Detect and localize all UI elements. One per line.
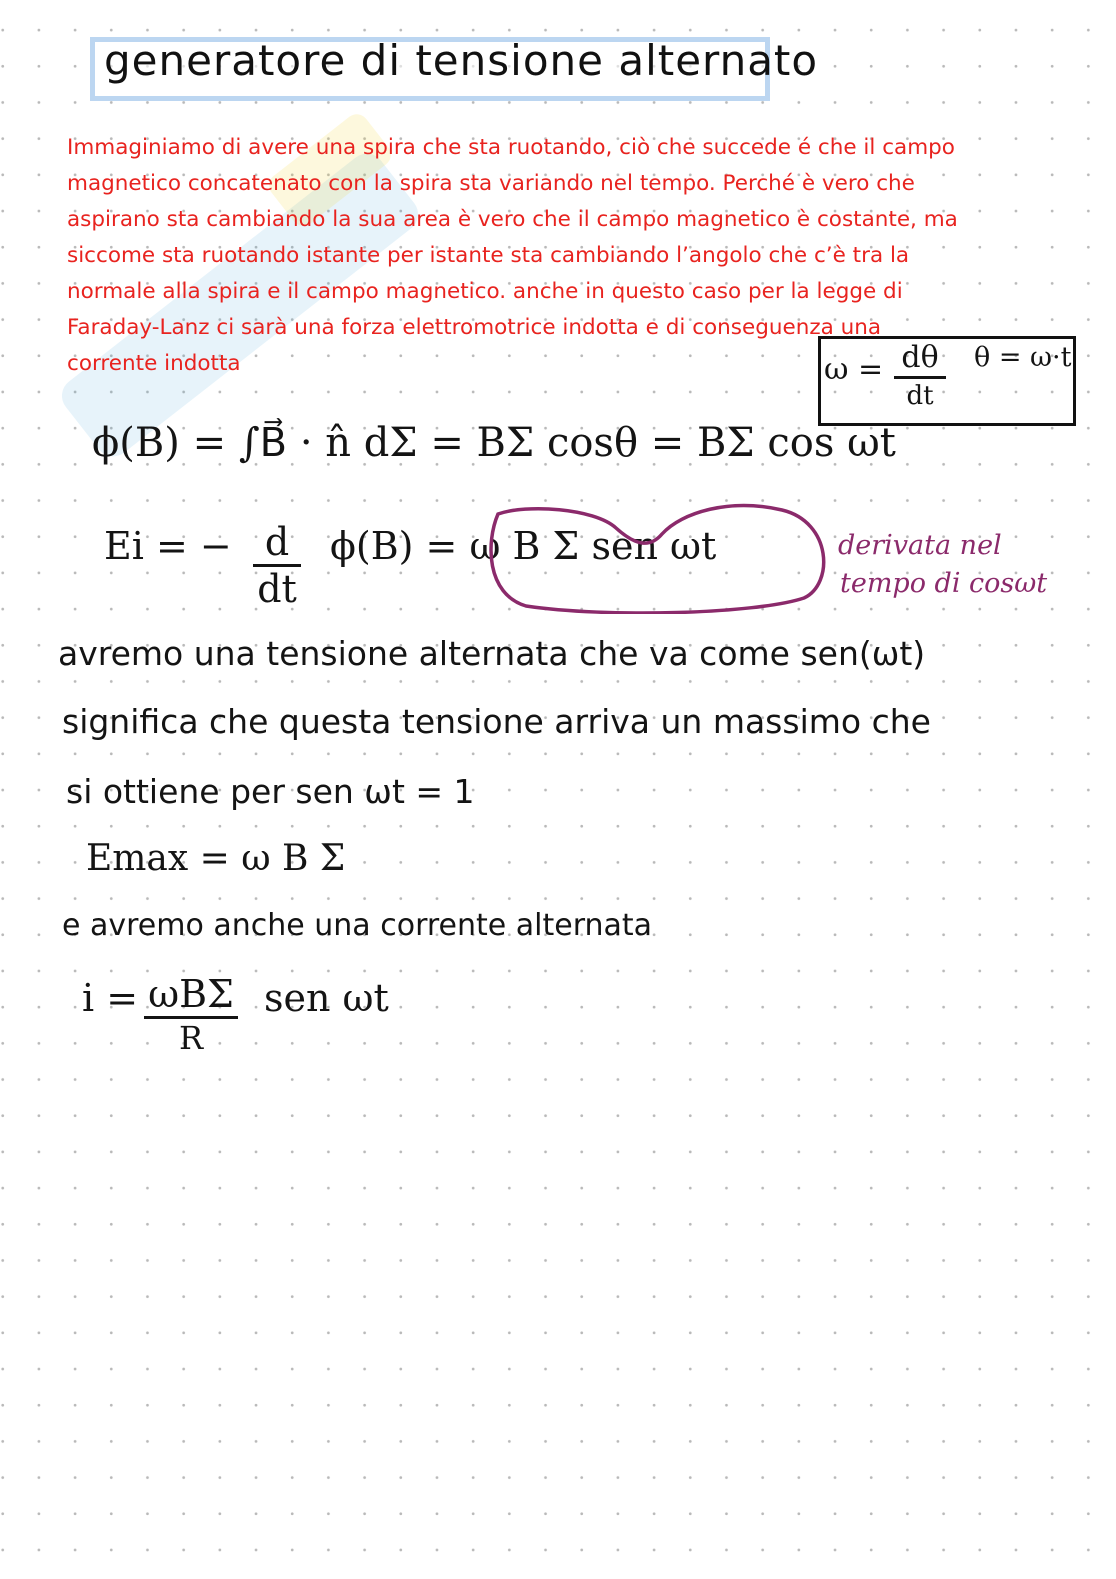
paragraph-line: Faraday-Lanz ci sarà una forza elettromotrice indotta e di conseguenza una	[67, 315, 882, 340]
emf-derivative-fraction	[246, 520, 308, 611]
fraction-denominator: dt	[906, 381, 934, 411]
paragraph-line: magnetico concatenato con la spira sta variando nel tempo. Perché è vero che	[67, 171, 915, 196]
fraction-numerator: dθ	[901, 340, 939, 375]
note-line-1: avremo una tensione alternata che va come sen(ωt)	[58, 634, 926, 673]
theta-relation: θ = ω·t	[974, 342, 1072, 373]
paragraph-line: normale alla spira e il campo magnetico. anche in questo caso per la legge di	[67, 279, 903, 304]
emf-rhs: ϕ(B) = ω B Σ sen ωt	[330, 524, 717, 568]
fraction-denominator: dt	[257, 567, 297, 611]
omega-fraction	[890, 340, 950, 413]
current-rhs: sen ωt	[264, 976, 389, 1020]
paragraph-line: siccome sta ruotando istante per istante sta cambiando l’angolo che c’è tra la	[67, 243, 910, 268]
emax-equation: Emax = ω B Σ	[86, 838, 346, 879]
note-line-3: si ottiene per sen ωt = 1	[66, 772, 475, 811]
emf-lhs: Ei = −	[104, 524, 232, 568]
fraction-numerator: ωBΣ	[148, 972, 234, 1016]
fraction-numerator: d	[264, 520, 290, 564]
paragraph-line: corrente indotta	[67, 351, 241, 376]
fraction-denominator: R	[178, 1019, 204, 1057]
derivative-note-line1: derivata nel	[838, 530, 1002, 561]
note-line-2: significa che questa tensione arriva un massimo che	[62, 702, 931, 741]
note-line-4: e avremo anche una corrente alternata	[62, 908, 653, 943]
current-lhs: i =	[82, 976, 139, 1020]
derivative-note-line2: tempo di cosωt	[840, 568, 1048, 599]
page-title: generatore di tensione alternato	[104, 36, 819, 85]
flux-equation: ϕ(B) = ∫B⃗ · n̂ dΣ = BΣ cosθ = BΣ cos ωt	[92, 420, 896, 466]
paragraph-line: aspirano sta cambiando la sua area è vero che il campo magnetico è costante, ma	[67, 207, 958, 232]
current-fraction	[140, 972, 242, 1057]
paragraph-line: Immaginiamo di avere una spira che sta ruotando, ciò che succede é che il campo	[67, 135, 955, 160]
omega-label: ω =	[824, 352, 884, 387]
